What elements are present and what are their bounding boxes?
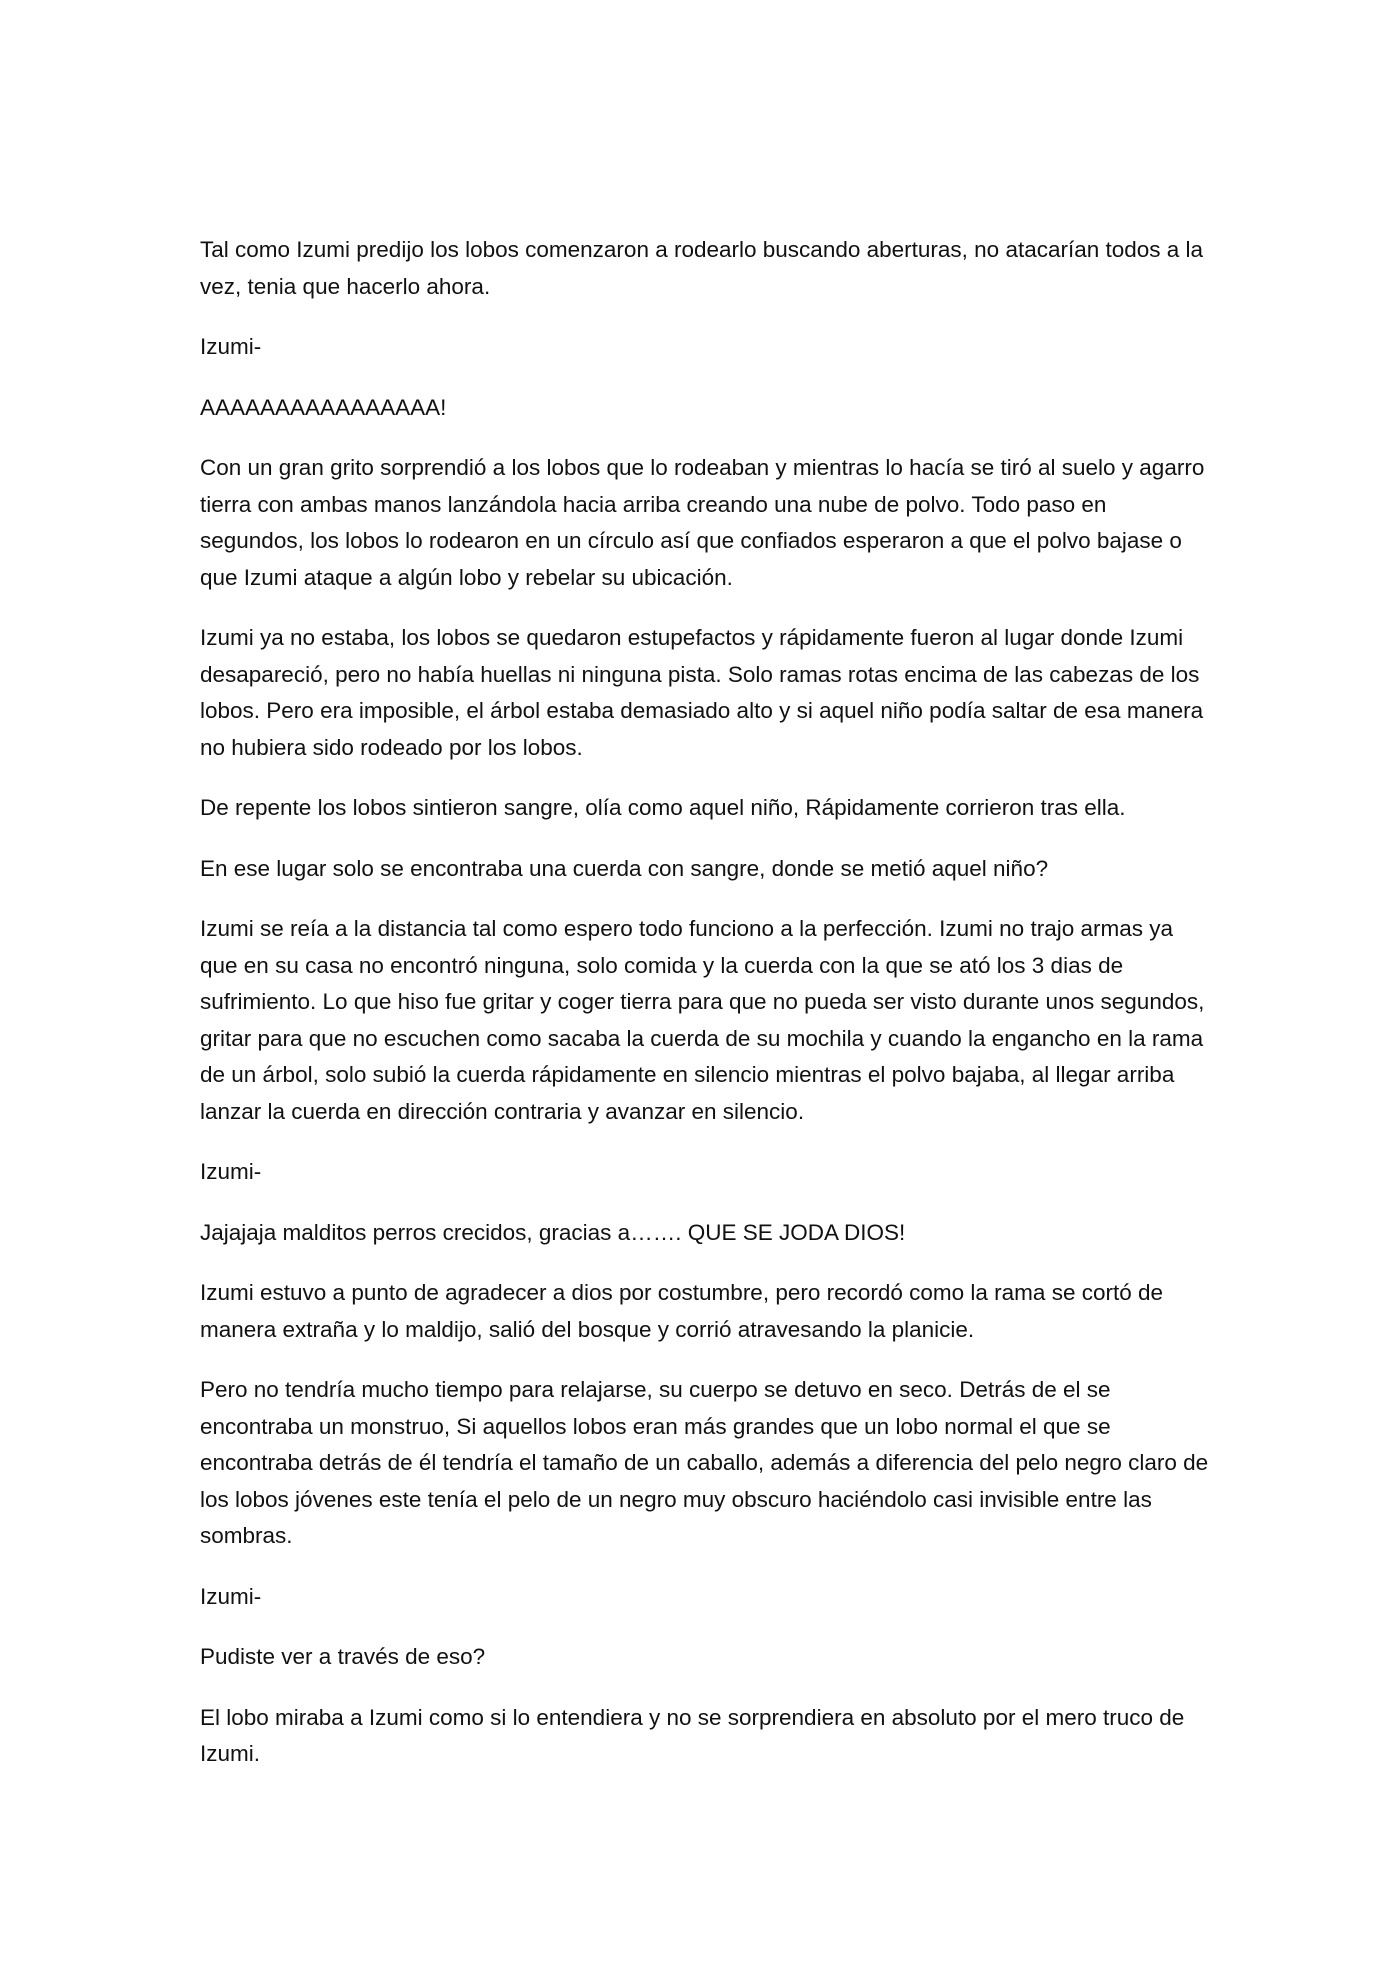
dialogue-line: Jajajaja malditos perros crecidos, gracias a……. QUE SE JODA DIOS! [200, 1219, 906, 1245]
paragraph-2: Con un gran grito sorprendió a los lobos que lo rodeaban y mientras lo hacía se tiró al suelo y agarro tierra con ambas manos lanzándola hacia arriba creando una nube de polvo. Todo paso en segundos, los lobos lo rodearon en un círculo así que confiados esperaron a que el polvo bajase o que Izumi ataque a algún lobo y rebelar su ubicación. [200, 455, 1205, 590]
speaker-label: Izumi- [200, 334, 262, 359]
paragraph-6: Izumi se reía a la distancia tal como espero todo funciono a la perfección. Izumi no trajo armas ya que en su casa no encontró ninguna, solo comida y la cuerda con la que se ató los 3 dias de sufrimiento. Lo que hiso fue gritar y coger tierra para que no pueda ser visto durante unos segundos, gritar para que no escuchen como sacaba la cuerda de su mochila y cuando la engancho en la rama de un árbol, solo subió la cuerda rápidamente en silencio mientras el polvo bajaba, al llegar arriba lanzar la cuerda en dirección contraria y avanzar en silencio. [200, 916, 1205, 1124]
speaker-label: Izumi- [200, 1159, 262, 1184]
paragraph-7: Izumi estuvo a punto de agradecer a dios por costumbre, pero recordó como la rama se cortó de manera extraña y lo maldijo, salió del bosque y corrió atravesando la planicie. [200, 1280, 1164, 1342]
paragraph-4: De repente los lobos sintieron sangre, olía como aquel niño, Rápidamente corrieron tras ella. [200, 795, 1126, 820]
body-text [200, 232, 1210, 1797]
paragraph-8: Pero no tendría mucho tiempo para relajarse, su cuerpo se detuvo en seco. Detrás de el se encontraba un monstruo, Si aquellos lobos eran más grandes que un lobo normal el que se encontraba detrás de él tendría el tamaño de un caballo, además a diferencia del pelo negro claro de los lobos jóvenes este tenía el pelo de un negro muy obscuro haciéndolo casi invisible entre las sombras. [200, 1377, 1209, 1548]
paragraph-5: En ese lugar solo se encontraba una cuerda con sangre, donde se metió aquel niño? [200, 855, 1049, 881]
paragraph-3: Izumi ya no estaba, los lobos se quedaron estupefactos y rápidamente fueron al lugar donde Izumi desapareció, pero no había huellas ni ninguna pista. Solo ramas rotas encima de las cabezas de los lobos. Pero era imposible, el árbol estaba demasiado alto y si aquel niño podía saltar de esa manera no hubiera sido rodeado por los lobos. [200, 625, 1204, 760]
dialogue-line: AAAAAAAAAAAAAAAA! [200, 394, 447, 420]
paragraph-1: Tal como Izumi predijo los lobos comenzaron a rodearlo buscando aberturas, no atacarían todos a la vez, tenia que hacerlo ahora. [200, 237, 1204, 299]
dialogue-line: Pudiste ver a través de eso? [200, 1644, 486, 1669]
paragraph-9: El lobo miraba a Izumi como si lo entendiera y no se sorprendiera en absoluto por el mero truco de Izumi. [200, 1704, 1185, 1766]
speaker-label: Izumi- [200, 1583, 262, 1609]
